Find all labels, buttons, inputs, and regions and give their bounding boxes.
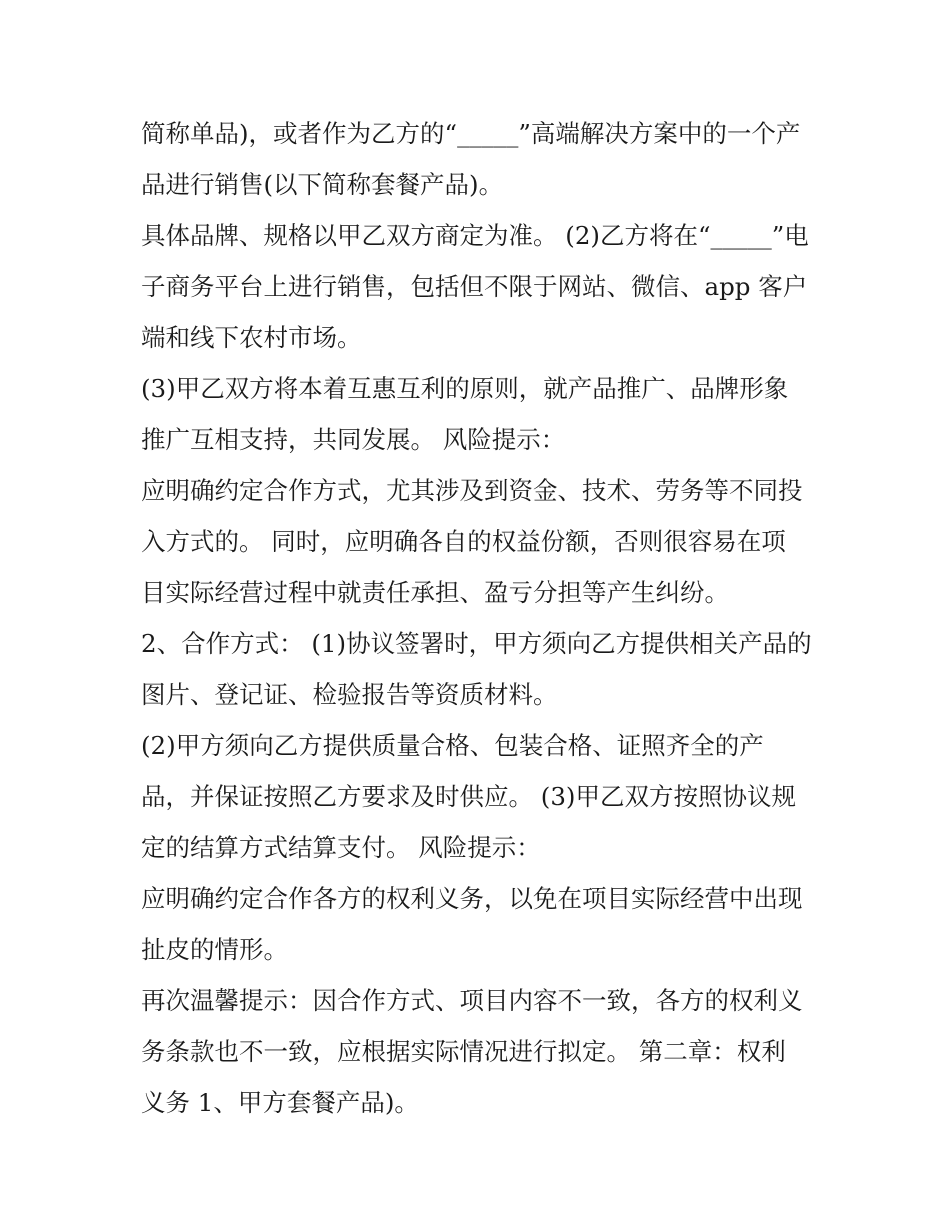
text-line: 扯皮的情形。 [141, 935, 288, 964]
text-line: 具体品牌、规格以甲乙双方商定为准。 (2)乙方将在“_____”电 [141, 221, 809, 250]
text-line: 简称单品)，或者作为乙方的“_____”高端解决方案中的一个产 [141, 119, 801, 148]
text-line: 目实际经营过程中就责任承担、盈亏分担等产生纠纷。 [141, 578, 729, 607]
text-line: 端和线下农村市场。 [141, 323, 362, 352]
text-line: 子商务平台上进行销售，包括但不限于网站、微信、app 客户 [141, 272, 808, 301]
text-line: 品，并保证按照乙方要求及时供应。 (3)甲乙双方按照协议规 [141, 782, 796, 811]
text-line: (3)甲乙双方将本着互惠互利的原则，就产品推广、品牌形象 [141, 374, 789, 403]
text-line: (2)甲方须向乙方提供质量合格、包装合格、证照齐全的产 [141, 731, 764, 760]
text-line: 义务 1、甲方套餐产品)。 [141, 1088, 419, 1117]
text-line: 推广互相支持，共同发展。 风险提示： [141, 425, 566, 454]
text-line: 应明确约定合作各方的权利义务，以免在项目实际经营中出现 [141, 884, 803, 913]
text-line: 入方式的。 同时，应明确各自的权益份额，否则很容易在项 [141, 527, 786, 556]
text-line: 务条款也不一致，应根据实际情况进行拟定。 第二章：权利 [141, 1037, 786, 1066]
text-line: 品进行销售(以下简称套餐产品)。 [141, 170, 504, 199]
text-line: 2、合作方式： (1)协议签署时，甲方须向乙方提供相关产品的 [141, 629, 812, 658]
text-line: 定的结算方式结算支付。 风险提示： [141, 833, 541, 862]
text-line: 再次温馨提示：因合作方式、项目内容不一致，各方的权利义 [141, 986, 803, 1015]
document-body [141, 108, 821, 1128]
text-line: 应明确约定合作方式，尤其涉及到资金、技术、劳务等不同投 [141, 476, 803, 505]
text-line: 图片、登记证、检验报告等资质材料。 [141, 680, 558, 709]
